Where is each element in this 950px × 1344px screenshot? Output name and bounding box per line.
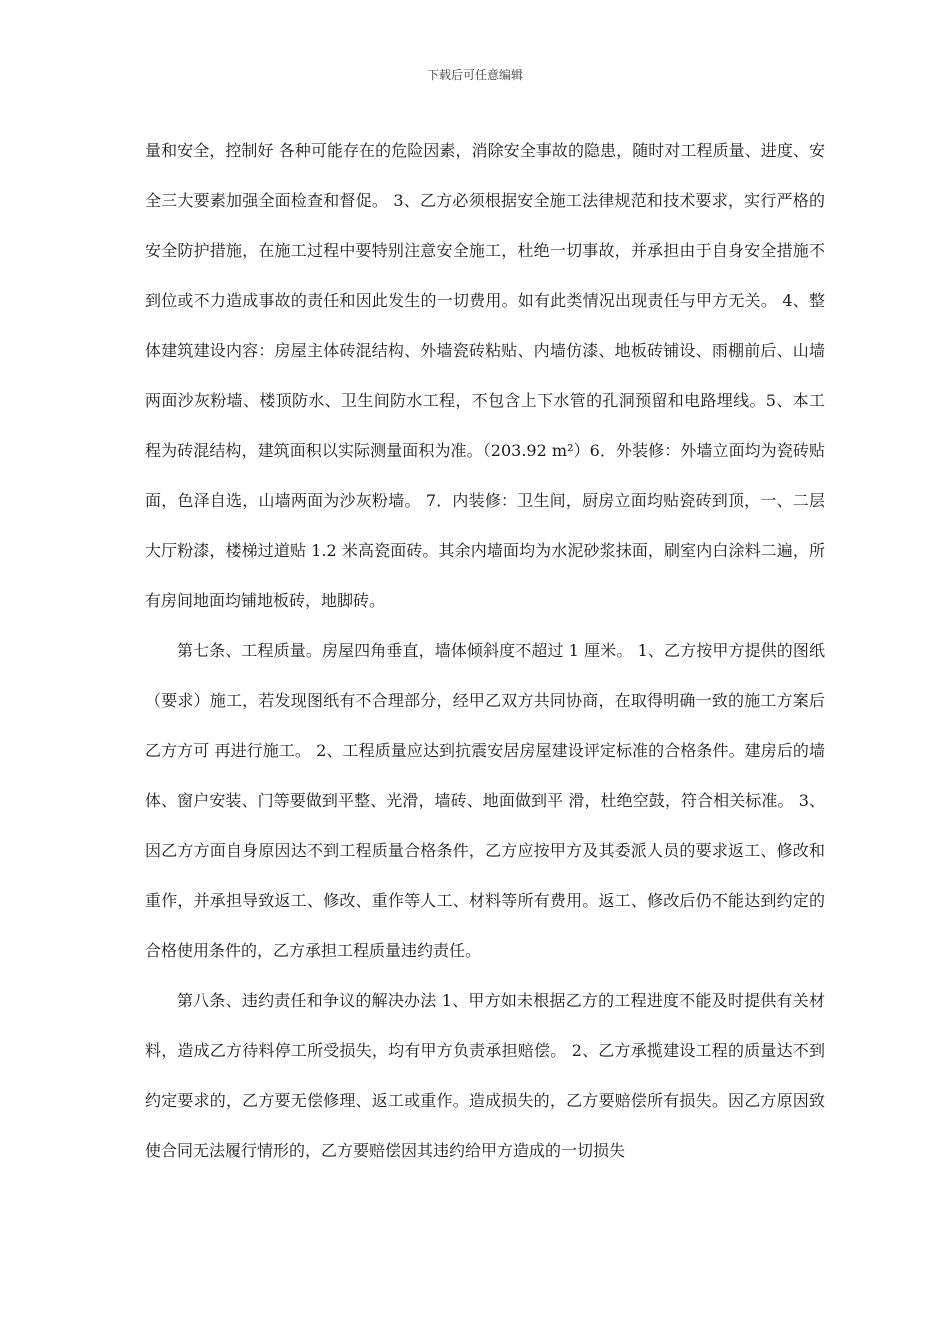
paragraph-article-8-liability: 第八条、违约责任和争议的解决办法 1、甲方如未根据乙方的工程进度不能及时提供有关材料，造成乙方待料停工所受损失，均有甲方负责承担赔偿。 2、乙方承揽建设工程的质量达不到约定要求的，乙方要无偿修理、返工或重作。造成损失的，乙方要赔偿所有损失。因乙方原因致使合同无法履行情形的，乙方要赔偿因其违约给甲方造成的一切损失 xyxy=(145,991,825,1160)
paragraph-article-7-quality: 第七条、工程质量。房屋四角垂直，墙体倾斜度不超过 1 厘米。 1、乙方按甲方提供的图纸（要求）施工，若发现图纸有不合理部分，经甲乙双方共同协商，在取得明确一致的施工方案后乙方方可 再进行施工。 2、工程质量应达到抗震安居房屋建设评定标准的合格条件。建房后的墙体、窗户安装、门等要做到平整、光滑，墙砖、地面做到平 滑，杜绝空鼓，符合相关标准。 3、因乙方方面自身原因达不到工程质量合格条件，乙方应按甲方及其委派人员的要求返工、修改和重作，并承担导致返工、修改、重作等人工、材料等所有费用。返工、修改后仍不能达到约定的合格使用条件的，乙方承担工程质量违约责任。 xyxy=(145,641,825,960)
contract-body xyxy=(145,126,825,1176)
page-header: 下载后可任意编辑 xyxy=(426,68,523,82)
paragraph-construction-scope: 量和安全，控制好 各种可能存在的危险因素，消除安全事故的隐患，随时对工程质量、进度、安全三大要素加强全面检查和督促。 3、乙方必须根据安全施工法律规范和技术要求，实行严格的安全防护措施，在施工过程中要特别注意安全施工，杜绝一切事故，并承担由于自身安全措施不到位或不力造成事故的责任和因此发生的一切费用。如有此类情况出现责任与甲方无关。 4、整体建筑建设内容：房屋主体砖混结构、外墙瓷砖粘贴、内墙仿漆、地板砖铺设、雨棚前后、山墙两面沙灰粉墙、楼顶防水、卫生间防水工程，不包含上下水管的孔洞预留和电路埋线。5、本工程为砖混结构，建筑面积以实际测量面积为准。（203.92 m²）6．外装修：外墙立面均为瓷砖贴面，色泽自选，山墙两面为沙灰粉墙。 7．内装修：卫生间，厨房立面均贴瓷砖到顶，一、二层大厅粉漆，楼梯过道贴 1.2 米高瓷面砖。其余内墙面均为水泥砂浆抹面，刷室内白涂料二遍，所有房间地面均铺地板砖，地脚砖。 xyxy=(145,141,825,610)
